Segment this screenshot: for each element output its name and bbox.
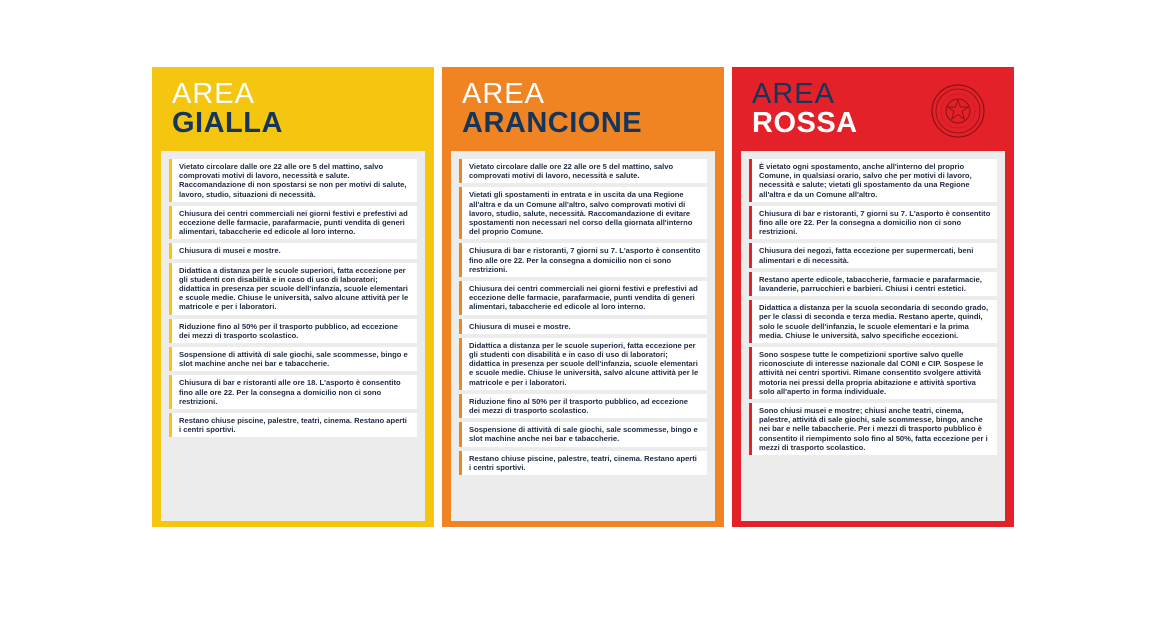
panel-title-area: AREA (752, 78, 835, 110)
rule-item: Chiusura di bar e ristoranti alle ore 18. L'asporto è consentito fino alle ore 22. Per la consegna a domicilio non ci sono restrizioni. (169, 375, 417, 409)
panel-title-name: ROSSA (752, 107, 858, 139)
rule-item: Vietati gli spostamenti in entrata e in uscita da una Regione all'altra e da un Comune all'altro, salvo comprovati motivi di lavoro, studio, salute, necessità. Raccomandazione di evitare spostamenti non necessari nel corso della giornata all'interno del proprio Comune. (459, 187, 707, 239)
rule-item: Riduzione fino al 50% per il trasporto pubblico, ad eccezione dei mezzi di trasporto scolastico. (169, 319, 417, 343)
panel-title-name: ARANCIONE (462, 107, 643, 139)
rule-item: Chiusura di bar e ristoranti, 7 giorni su 7. L'asporto è consentito fino alle ore 22. Per la consegna a domicilio non ci sono restrizioni. (749, 206, 997, 240)
rule-item: Didattica a distanza per le scuole superiori, fatta eccezione per gli studenti con disabilità e in caso di uso di laboratori; didattica in presenza per scuole dell'infanzia, scuole elementari e scuole medie. Chiuse le università, salvo alcune attività per le matricole e per i laboratori. (169, 263, 417, 315)
rule-item: Restano chiuse piscine, palestre, teatri, cinema. Restano aperti i centri sportivi. (459, 451, 707, 475)
panel-area-rossa (732, 67, 1014, 527)
rule-item: Sospensione di attività di sale giochi, sale scommesse, bingo e slot machine anche nei bar e tabaccherie. (169, 347, 417, 371)
rule-item: Chiusura dei centri commerciali nei giorni festivi e prefestivi ad eccezione delle farmacie, parafarmacie, punti vendita di generi alimentari, tabaccherie ed edicole al loro interno. (169, 206, 417, 240)
rule-item: Chiusura dei negozi, fatta eccezione per supermercati, beni alimentari e di necessità. (749, 243, 997, 267)
panel-title-area: AREA (462, 78, 545, 110)
rule-item: Didattica a distanza per le scuole superiori, fatta eccezione per gli studenti con disabilità e in caso di uso di laboratori; didattica in presenza per scuole dell'infanzia, scuole elementari e scuole medie. Chiuse le università, salvo alcune attività per le matricole e per i laboratori. (459, 338, 707, 390)
rule-item: Restano chiuse piscine, palestre, teatri, cinema. Restano aperti i centri sportivi. (169, 413, 417, 437)
rule-item: Sono sospese tutte le competizioni sportive salvo quelle riconosciute di interesse nazionale dal CONI e CIP. Sospese le attività nei centri sportivi. Rimane consentito svolgere attività motoria nei pressi della propria abitazione e attività sportiva solo all'aperto in forma individuale. (749, 347, 997, 399)
rule-item: Restano aperte edicole, tabaccherie, farmacie e parafarmacie, lavanderie, parrucchieri e barbieri. Chiusi i centri estetici. (749, 272, 997, 296)
rule-item: È vietato ogni spostamento, anche all'interno del proprio Comune, in qualsiasi orario, salvo che per motivi di lavoro, necessità e salute; vietati gli spostamento da una Regione all'altra e da un Comune all'altro. (749, 159, 997, 202)
panel-area-arancione (442, 67, 724, 527)
rule-item: Chiusura dei centri commerciali nei giorni festivi e prefestivi ad eccezione delle farmacie, parafarmacie, punti vendita di generi alimentari, tabaccherie ed edicole al loro interno. (459, 281, 707, 315)
rule-item: Vietato circolare dalle ore 22 alle ore 5 del mattino, salvo comprovati motivi di lavoro, necessità e salute. (459, 159, 707, 183)
government-seal-icon (930, 83, 986, 139)
panel-title-area: AREA (172, 78, 255, 110)
rule-item: Vietato circolare dalle ore 22 alle ore 5 del mattino, salvo comprovati motivi di lavoro, necessità e salute. Raccomandazione di non spostarsi se non per motivi di salute, lavoro, studio, situazioni di necessità. (169, 159, 417, 202)
rules-list (741, 151, 1005, 521)
rule-item: Didattica a distanza per la scuola secondaria di secondo grado, per le classi di seconda e terza media. Restano aperte, quindi, solo le scuole dell'infanzia, le scuole elementari e la prima media. Chiuse le università, salvo specifiche eccezioni. (749, 300, 997, 343)
rule-item: Sono chiusi musei e mostre; chiusi anche teatri, cinema, palestre, attività di sale giochi, sale scommesse, bingo, anche nei bar e nelle tabaccherie. Per i mezzi di trasporto pubblico è consentito il riempimento solo fino al 50%, fatta eccezione per i mezzi di trasporto scolastico. (749, 403, 997, 455)
panel-title-name: GIALLA (172, 107, 283, 139)
rule-item: Sospensione di attività di sale giochi, sale scommesse, bingo e slot machine anche nei bar e tabaccherie. (459, 422, 707, 446)
rule-item: Riduzione fino al 50% per il trasporto pubblico, ad eccezione dei mezzi di trasporto scolastico. (459, 394, 707, 418)
panel-area-gialla (152, 67, 434, 527)
rules-list (451, 151, 715, 521)
rules-list (161, 151, 425, 521)
rule-item: Chiusura di musei e mostre. (459, 319, 707, 334)
rule-item: Chiusura di musei e mostre. (169, 243, 417, 258)
rule-item: Chiusura di bar e ristoranti, 7 giorni su 7. L'asporto è consentito fino alle ore 22. Per la consegna a domicilio non ci sono restrizioni. (459, 243, 707, 277)
